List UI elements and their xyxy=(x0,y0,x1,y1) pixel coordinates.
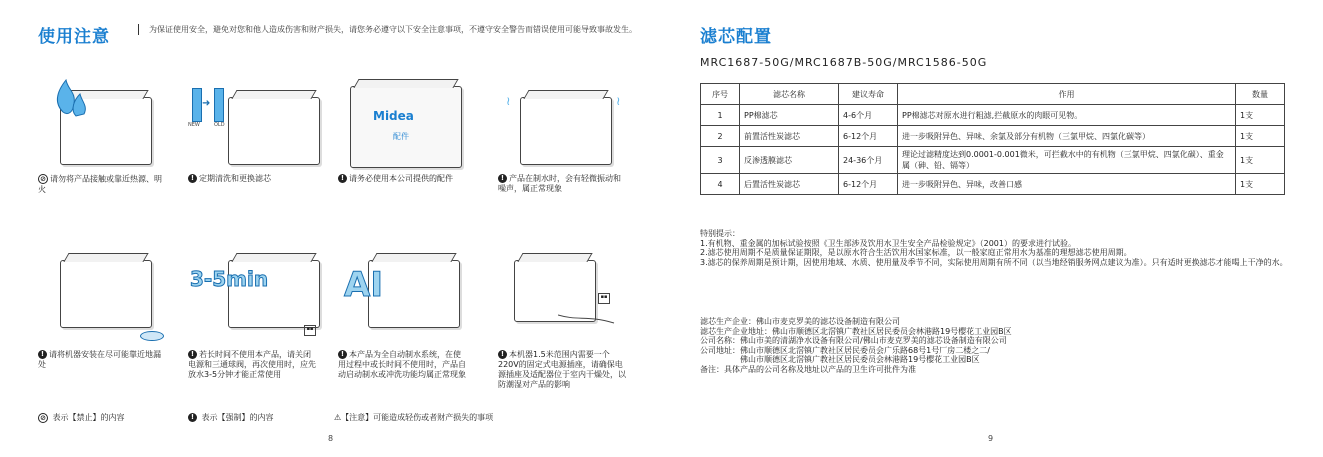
mandatory-icon: ! xyxy=(498,174,507,183)
maker-line: 滤芯生产企业地址：佛山市顺德区北滘镇广教社区居民委员会林港路19号樱花工业园B区 xyxy=(700,326,1012,336)
mandatory-icon: ! xyxy=(38,350,47,359)
header-cell: 数量 xyxy=(1236,84,1285,105)
table-cell: 1 xyxy=(701,105,740,126)
mandatory-icon: ! xyxy=(188,350,197,359)
model-numbers: MRC1687-50G/MRC1687B-50G/MRC1586-50G xyxy=(700,56,988,69)
header-cell: 序号 xyxy=(701,84,740,105)
mandatory-icon: ! xyxy=(338,174,347,183)
card-flush xyxy=(188,245,328,345)
table-row xyxy=(701,126,1285,147)
table-cell: 反渗透膜滤芯 xyxy=(740,147,839,174)
maker-line: 公司地址：佛山市顺德区北滘镇广教社区居民委员会广乐路68号1号厂房二楼之二/ xyxy=(700,345,990,355)
table-cell: PP棉滤芯对原水进行粗滤,拦截原水的肉眼可见物。 xyxy=(898,105,1236,126)
flame-icon xyxy=(48,72,98,122)
table-cell: 1支 xyxy=(1236,147,1285,174)
accessory-label: 配件 xyxy=(393,132,409,141)
flush-time-label: 3-5min xyxy=(190,267,269,291)
card-caption: ! 请将机器安装在尽可能靠近地漏处 xyxy=(38,350,161,369)
floor-drain-icon xyxy=(140,331,164,341)
note-line: 3.滤芯的保养周期是预计期，因使用地域、水质、使用量及季节不同，实际使用周期有所不同（以当地经销服务网点建议为准）。只有适时更换滤芯才能喝上干净的水。 xyxy=(700,257,1288,267)
page-number: 9 xyxy=(988,434,994,443)
midea-logo: Midea xyxy=(373,109,414,123)
card-heat xyxy=(38,72,178,182)
table-cell: 24-36个月 xyxy=(839,147,898,174)
maker-line: 滤芯生产企业：佛山市麦克罗美的滤芯设备制造有限公司 xyxy=(700,317,900,326)
special-notes xyxy=(700,229,1290,267)
left-page xyxy=(0,0,660,457)
table-cell: 后置活性炭滤芯 xyxy=(740,174,839,195)
maker-line: 公司名称：佛山市美的清湖净水设备有限公司/佛山市麦克罗美的滤芯设备制造有限公司 xyxy=(700,336,1007,345)
filter-table xyxy=(700,83,1285,195)
table-cell: 6-12个月 xyxy=(839,174,898,195)
table-cell: 2 xyxy=(701,126,740,147)
table-cell: 理论过滤精度达到0.0001-0.001微米，可拦截水中的有机物（三氯甲烷、四氯化碳）、重金属（砷、铅、镉等） xyxy=(898,147,1236,174)
card-caption: ! 本产品为全自动制水系统，在使用过程中或长时间不使用时，产品自动启动制水或冲洗功能均属正常现象 xyxy=(338,350,466,379)
note-line: 1.有机物、重金属的加标试验按照《卫生部涉及饮用水卫生安全产品检验规定》（2001）的要求进行试验。 xyxy=(700,238,1076,248)
mandatory-icon: ! xyxy=(188,174,197,183)
purifier-illustration xyxy=(520,97,612,165)
header-cell: 建议寿命 xyxy=(839,84,898,105)
arrow-icon: ➜ xyxy=(202,98,211,109)
table-cell: 1支 xyxy=(1236,174,1285,195)
table-header-row xyxy=(701,84,1285,105)
new-label: NEW xyxy=(188,122,200,128)
table-row xyxy=(701,174,1285,195)
table-cell: 4-6个月 xyxy=(839,105,898,126)
card-caption: ! 产品在制水时，会有轻微振动和噪声，属正常现象 xyxy=(498,174,621,193)
header-cell: 作用 xyxy=(898,84,1236,105)
legend-mandatory: ! 表示【强制】的内容 xyxy=(188,412,274,423)
card-caption: ! 若长时间不使用本产品，请关闭电源和三通球阀，再次使用时，应先放水3-5分钟才能正常使用 xyxy=(188,350,316,379)
table-cell: 6-12个月 xyxy=(839,126,898,147)
table-cell: 前置活性炭滤芯 xyxy=(740,126,839,147)
mandatory-icon: ! xyxy=(498,350,507,359)
old-filter-icon xyxy=(214,88,224,122)
purifier-illustration xyxy=(60,260,152,328)
table-cell: 3 xyxy=(701,147,740,174)
ai-label: AI xyxy=(344,265,383,305)
right-page xyxy=(662,0,1323,457)
intro-text: 为保证使用安全，避免对您和他人造成伤害和财产损失，请您务必遵守以下安全注意事项，不遵守安全警告而错误使用可能导致事故发生。 xyxy=(138,24,649,35)
maker-line: 佛山市顺德区北滘镇广教社区居民委员会林港路19号樱花工业园B区 xyxy=(700,355,980,364)
maker-line: 备注：具体产品的公司名称及地址以产品的卫生许可批件为准 xyxy=(700,364,916,374)
vibration-left-icon: ≀ xyxy=(506,94,511,108)
accessory-box-illustration xyxy=(350,86,462,168)
socket-icon: ▪▪ xyxy=(598,293,610,304)
table-cell: 1支 xyxy=(1236,126,1285,147)
card-caption: ! 请务必使用本公司提供的配件 xyxy=(338,174,468,184)
card-caption: ⊘ 请勿将产品接触或靠近热源、明火 xyxy=(38,174,162,194)
caution-icon: ⚠ xyxy=(334,413,342,422)
table-row xyxy=(701,105,1285,126)
table-row xyxy=(701,147,1285,174)
mandatory-icon: ! xyxy=(188,413,197,422)
vibration-right-icon: ≀ xyxy=(616,94,621,108)
header-cell: 滤芯名称 xyxy=(740,84,839,105)
notes-heading: 特别提示： xyxy=(700,229,740,238)
card-caption: ! 本机器1.5米范围内需要一个220V的固定式电源插座，请确保电源插座及适配器位于室内干燥处，以防潮湿对产品的影响 xyxy=(498,350,626,389)
card-noise xyxy=(498,72,638,182)
legend-caution: ⚠【注意】可能造成轻伤或者财产损失的事项 xyxy=(334,413,494,422)
card-caption: ! 定期清洗和更换滤芯 xyxy=(188,174,318,184)
power-cord-icon xyxy=(558,285,618,325)
prohibit-icon: ⊘ xyxy=(38,174,48,184)
page-number: 8 xyxy=(328,434,334,443)
card-auto xyxy=(338,245,478,345)
old-label: OLD xyxy=(214,122,225,128)
table-cell: 4 xyxy=(701,174,740,195)
page-title: 使用注意 xyxy=(38,27,110,47)
mandatory-icon: ! xyxy=(338,350,347,359)
card-accessories xyxy=(338,72,478,182)
table-cell: 1支 xyxy=(1236,105,1285,126)
table-cell: 进一步吸附异色、异味、余氯及部分有机物（三氯甲烷、四氯化碳等） xyxy=(898,126,1236,147)
purifier-illustration xyxy=(228,97,320,165)
manufacturer-info xyxy=(700,317,1290,374)
card-socket xyxy=(498,245,638,345)
page-title: 滤芯配置 xyxy=(700,27,772,47)
socket-icon: ▪▪ xyxy=(304,325,316,336)
prohibit-icon: ⊘ xyxy=(38,413,48,423)
card-filter-replace xyxy=(188,72,328,182)
legend-prohibit: ⊘ 表示【禁止】的内容 xyxy=(38,412,125,423)
table-cell: 进一步吸附异色、异味，改善口感 xyxy=(898,174,1236,195)
card-drain xyxy=(38,245,178,345)
table-cell: PP棉滤芯 xyxy=(740,105,839,126)
new-filter-icon xyxy=(192,88,202,122)
note-line: 2.滤芯使用周期不是质量保证期限，是以原水符合生活饮用水国家标准，以一般家庭正常用水为基准的理想滤芯使用周期。 xyxy=(700,248,1132,257)
